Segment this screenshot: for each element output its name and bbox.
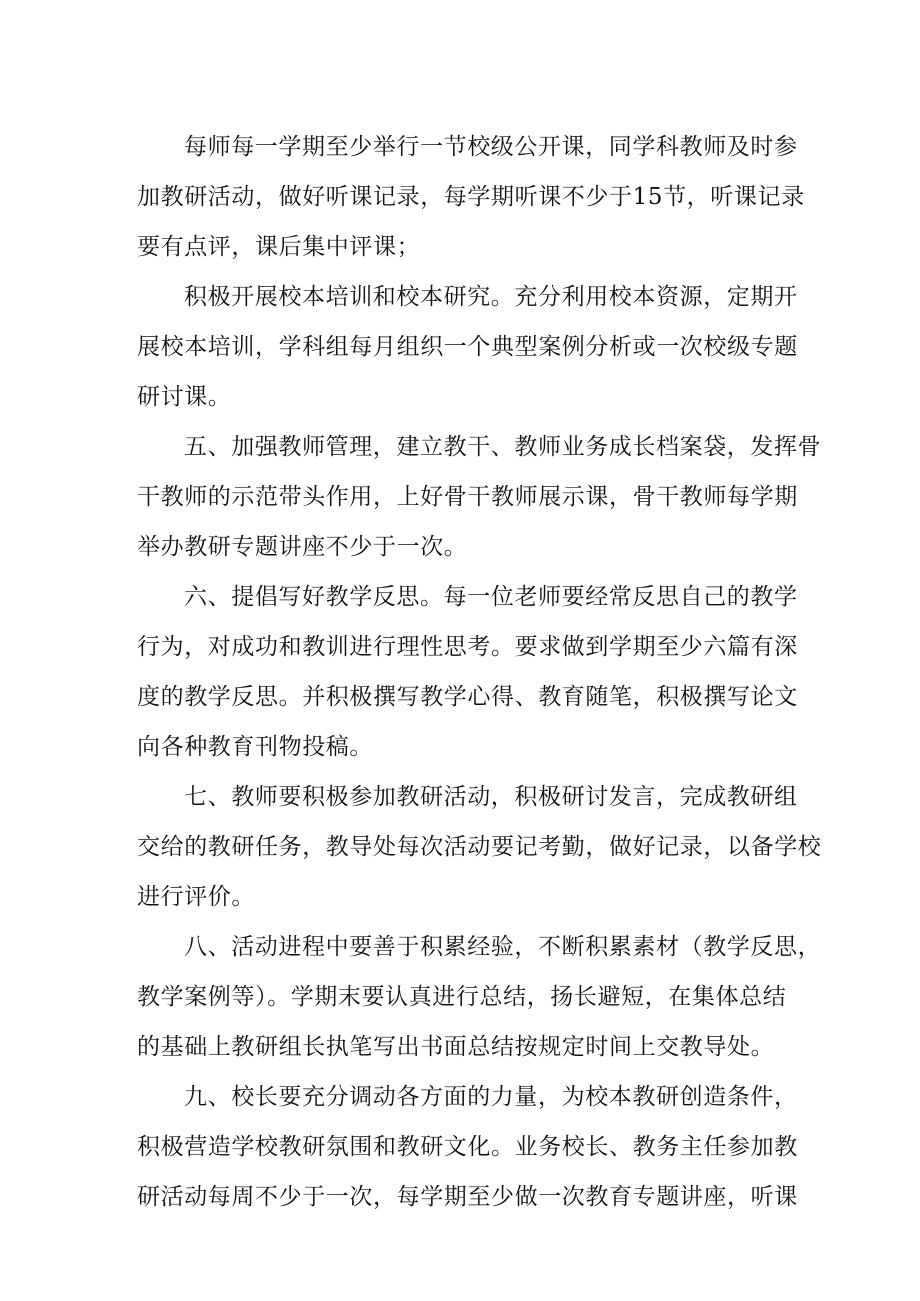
paragraph-7-line-1: 七、教师要积极参加教研活动，积极研讨发言，完成教研组 xyxy=(184,784,798,810)
paragraph-8-line-3: 的基础上教研组长执笔写出书面总结按规定时间上交教导处。 xyxy=(137,1034,775,1060)
paragraph-7-line-2: 交给的教研任务，教导处每次活动要记考勤，做好记录，以备学校 xyxy=(137,834,822,860)
paragraph-9-line-2: 积极营造学校教研氛围和教研文化。业务校长、教务主任参加教 xyxy=(137,1134,798,1160)
paragraph-2-line-3: 研讨课。 xyxy=(137,384,232,410)
paragraph-7-line-3: 进行评价。 xyxy=(137,884,255,910)
paragraph-5-line-1: 五、加强教师管理，建立教干、教师业务成长档案袋，发挥骨 xyxy=(184,434,822,460)
paragraph-9-line-3: 研活动每周不少于一次，每学期至少做一次教育专题讲座，听课 xyxy=(137,1184,798,1210)
paragraph-9-line-1: 九、校长要充分调动各方面的力量，为校本教研创造条件， xyxy=(184,1084,798,1110)
paragraph-1-line-2: 加教研活动，做好听课记录，每学期听课不少于15节，听课记录 xyxy=(137,184,805,210)
paragraph-1-line-3: 要有点评，课后集中评课； xyxy=(137,234,421,260)
paragraph-2-line-1: 积极开展校本培训和校本研究。充分利用校本资源，定期开 xyxy=(184,284,798,310)
paragraph-2-line-2: 展校本培训，学科组每月组织一个典型案例分析或一次校级专题 xyxy=(137,334,798,360)
paragraph-8-line-1: 八、活动进程中要善于积累经验，不断积累素材（教学反思， xyxy=(184,934,822,960)
paragraph-5-line-3: 举办教研专题讲座不少于一次。 xyxy=(137,534,468,560)
paragraph-6-line-2: 行为，对成功和教训进行理性思考。要求做到学期至少六篇有深 xyxy=(137,634,798,660)
paragraph-6-line-4: 向各种教育刊物投稿。 xyxy=(137,734,373,760)
paragraph-8-line-2: 教学案例等）。学期末要认真进行总结，扬长避短，在集体总结 xyxy=(137,984,787,1010)
paragraph-1-line-1: 每师每一学期至少举行一节校级公开课，同学科教师及时参 xyxy=(184,134,798,160)
paragraph-6-line-1: 六、提倡写好教学反思。每一位老师要经常反思自己的教学 xyxy=(184,584,798,610)
paragraph-6-line-3: 度的教学反思。并积极撰写教学心得、教育随笔，积极撰写论文 xyxy=(137,684,798,710)
paragraph-5-line-2: 干教师的示范带头作用，上好骨干教师展示课，骨干教师每学期 xyxy=(137,484,798,510)
